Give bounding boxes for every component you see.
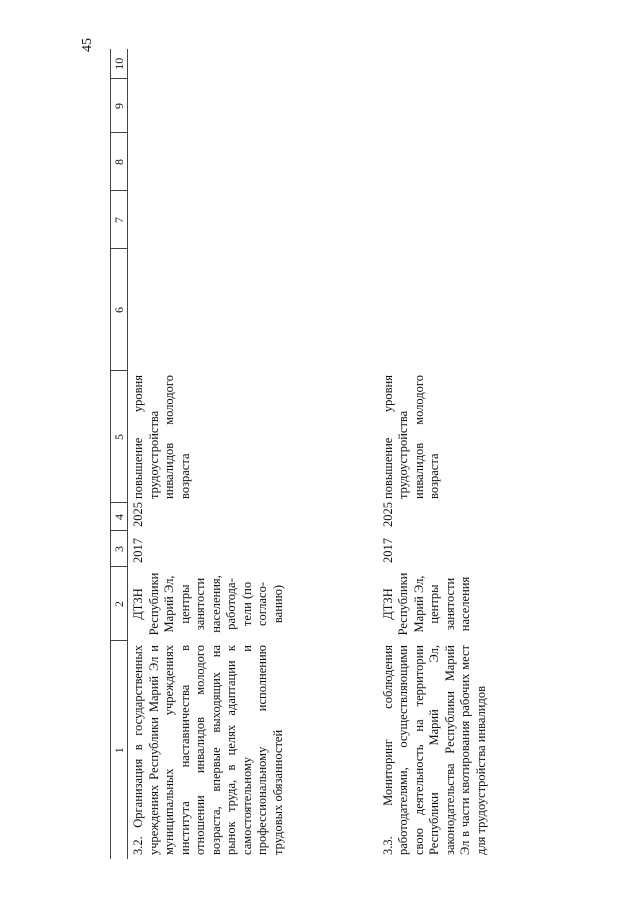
empty-cell: [128, 49, 378, 79]
column-number: 2: [111, 567, 128, 641]
executor-cell: ДТЗН Республики Марий Эл, центры занятости населения, работода-тели (по согласо-ванию): [131, 572, 285, 636]
table-row: [378, 49, 493, 859]
result-cell: повышение уровня трудоустройства инвалидов молодого возраста: [380, 375, 441, 499]
rotated-table-container: [110, 49, 625, 859]
end-year-cell: 2025: [380, 502, 395, 527]
empty-cell: [128, 191, 378, 249]
empty-cell: [378, 249, 493, 371]
column-number: 10: [111, 49, 128, 79]
empty-cell: [378, 79, 493, 133]
page-number: 45: [80, 38, 95, 52]
column-number: 8: [111, 133, 128, 191]
column-number: 6: [111, 249, 128, 371]
table-row: [128, 49, 378, 859]
result-cell: повышение уровня трудоустройства инвалидов молодого возраста: [131, 375, 192, 499]
column-number: 4: [111, 503, 128, 531]
empty-cell: [128, 79, 378, 133]
measure-cell: 3.3. Мониторинг соблюдения работодателями, осуществляющими свою деятельность на территории Республики Марий Эл, законодательства Республики Марий Эл в части квотирования рабочих мест для трудоустройства инвалидов: [380, 645, 488, 855]
column-number: 1: [111, 641, 128, 859]
executor-cell: ДТЗН Республики Марий Эл, центры занятости населения: [380, 572, 472, 636]
empty-cell: [378, 49, 493, 79]
column-number: 7: [111, 191, 128, 249]
start-year-cell: 2017: [131, 538, 145, 563]
column-numbers-row: [111, 49, 128, 859]
measures-table: [110, 49, 492, 859]
column-number: 5: [111, 371, 128, 503]
column-number: 3: [111, 531, 128, 567]
end-year-cell: 2025: [131, 502, 145, 527]
empty-cell: [128, 133, 378, 191]
column-number: 9: [111, 79, 128, 133]
start-year-cell: 2017: [380, 538, 395, 563]
measure-cell: 3.2. Организация в государственных учреждениях Республики Марий Эл и муниципальных учреждениях института наставничества в отношении инвалидов молодого возраста, впервые выходящих на рынок труда, в целях адаптации к самостоятельному и профессиональному исполнению трудовых обязанностей: [131, 645, 285, 855]
empty-cell: [128, 249, 378, 371]
empty-cell: [378, 133, 493, 191]
empty-cell: [378, 191, 493, 249]
